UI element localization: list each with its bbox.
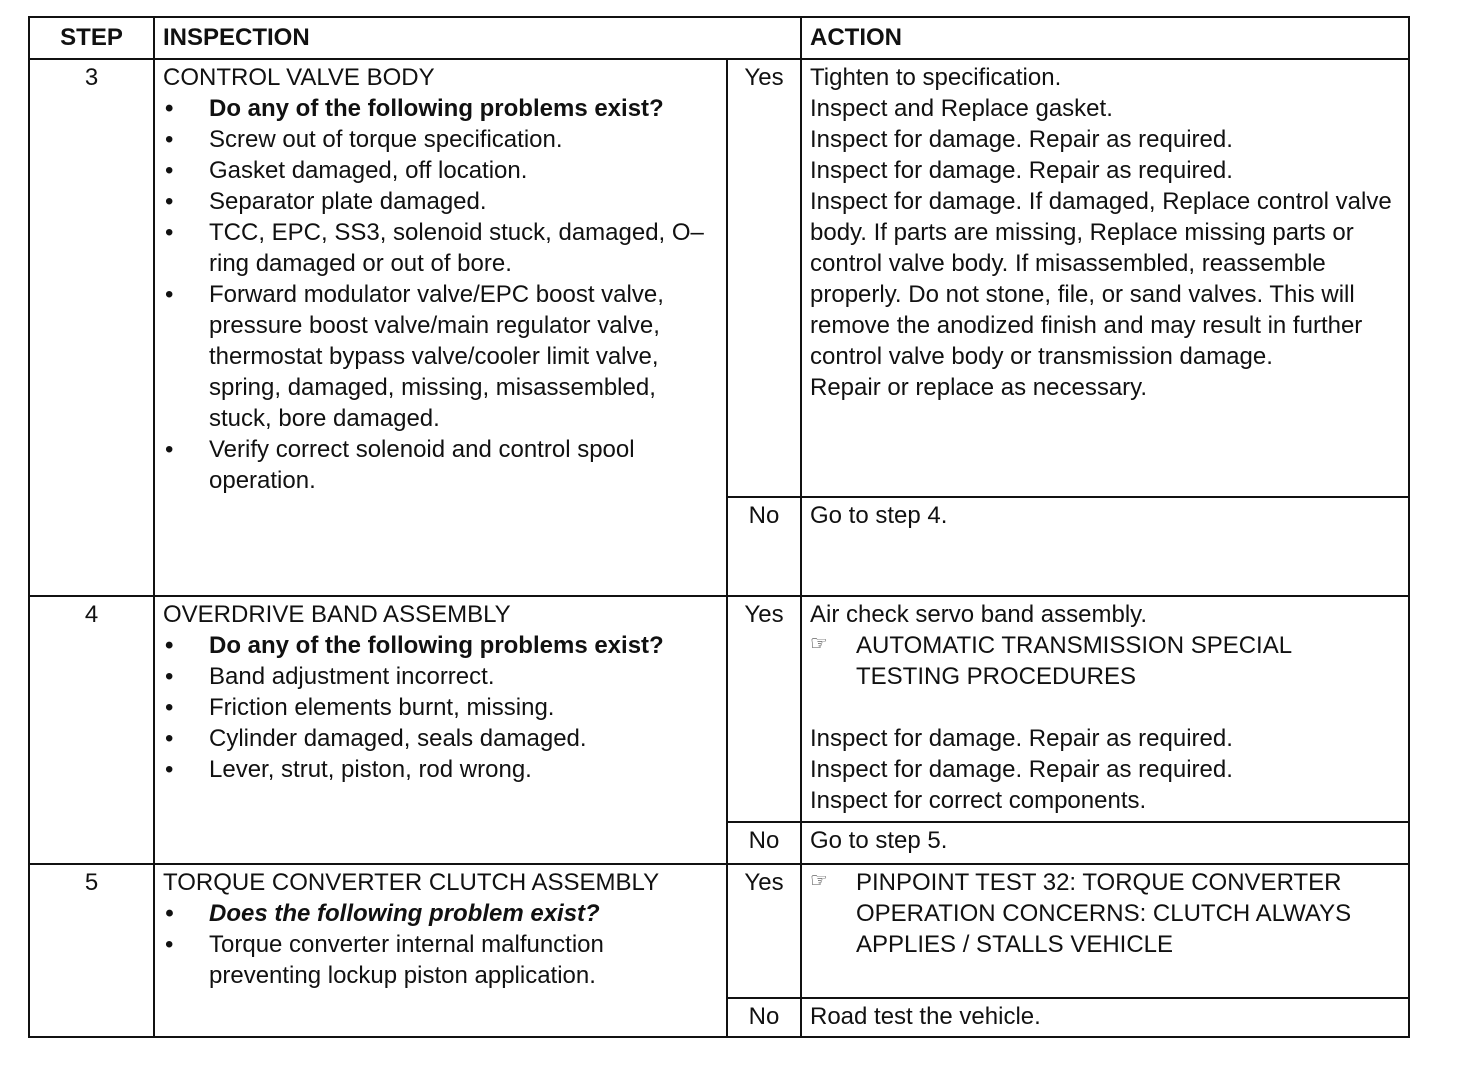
- step-number: 3: [29, 59, 154, 596]
- table-header-row: [29, 17, 1409, 59]
- action-line: Tighten to specification.: [810, 64, 1062, 91]
- yes-label: Yes: [727, 864, 801, 998]
- inspection-cell-step-4: [154, 596, 727, 864]
- yes-label: Yes: [727, 596, 801, 822]
- inspection-title: TORQUE CONVERTER CLUTCH ASSEMBLY: [163, 869, 660, 896]
- yes-label: Yes: [727, 59, 801, 497]
- action-line: Inspect for damage. Repair as required.: [810, 126, 1233, 153]
- inspection-question: • Do any of the following problems exist?: [163, 630, 718, 661]
- blank-line: [810, 692, 1400, 723]
- pointing-hand-icon: ☞: [810, 870, 828, 892]
- no-label: No: [727, 497, 801, 596]
- inspection-item: • TCC, EPC, SS3, solenoid stuck, damaged, O–ring damaged or out of bore.: [163, 217, 718, 279]
- inspection-question: • Does the following problem exist?: [163, 898, 718, 929]
- inspection-item: • Torque converter internal malfunction preventing lockup piston application.: [163, 929, 718, 991]
- table-row-step-5: [29, 864, 1409, 998]
- diagnostic-table: [28, 16, 1410, 1038]
- action-line: Air check servo band assembly.: [810, 601, 1148, 628]
- table-row-step-4: [29, 596, 1409, 822]
- inspection-list: [163, 630, 718, 785]
- inspection-item: • Gasket damaged, off location.: [163, 155, 718, 186]
- inspection-item: • Screw out of torque specification.: [163, 124, 718, 155]
- yes-action-cell-step-4: [801, 596, 1409, 822]
- action-line: Inspect and Replace gasket.: [810, 95, 1113, 122]
- no-action: Go to step 4.: [801, 497, 1409, 596]
- no-action: Go to step 5.: [801, 822, 1409, 864]
- inspection-item: • Lever, strut, piston, rod wrong.: [163, 754, 718, 785]
- reference-line: [810, 630, 1400, 692]
- step-column-header: STEP: [29, 17, 154, 59]
- inspection-cell-step-5: [154, 864, 727, 1037]
- inspection-item: • Separator plate damaged.: [163, 186, 718, 217]
- inspection-cell-step-3: [154, 59, 727, 596]
- action-column-header: ACTION: [801, 17, 1409, 59]
- action-line: Inspect for damage. If damaged, Replace control valve body. If parts are missing, Replace missing parts or control valve body. If misassembled, reassemble properly. Do not stone, file, or sand valves. This will remove the anodized finish and may result in further control valve body or transmission damage.: [810, 188, 1392, 370]
- inspection-title: CONTROL VALVE BODY: [163, 64, 435, 91]
- action-line: Inspect for damage. Repair as required.: [810, 725, 1233, 752]
- action-line: Repair or replace as necessary.: [810, 374, 1148, 401]
- step-number: 5: [29, 864, 154, 1037]
- no-action: Road test the vehicle.: [801, 998, 1409, 1037]
- inspection-column-header: INSPECTION: [154, 17, 801, 59]
- reference-text: PINPOINT TEST 32: TORQUE CONVERTER OPERATION CONCERNS: CLUTCH ALWAYS APPLIES / STALLS VEHICLE: [856, 869, 1352, 958]
- action-line: Inspect for damage. Repair as required.: [810, 157, 1233, 184]
- inspection-item: • Forward modulator valve/EPC boost valve, pressure boost valve/main regulator valve, thermostat bypass valve/cooler limit valve, spring, damaged, missing, misassembled, stuck, bore damaged.: [163, 279, 718, 434]
- inspection-item: • Cylinder damaged, seals damaged.: [163, 723, 718, 754]
- pointing-hand-icon: ☞: [810, 633, 828, 655]
- yes-action-cell-step-3: [801, 59, 1409, 497]
- yes-action-cell-step-5: [801, 864, 1409, 998]
- inspection-item: • Band adjustment incorrect.: [163, 661, 718, 692]
- inspection-list: [163, 898, 718, 991]
- inspection-question: • Do any of the following problems exist?: [163, 93, 718, 124]
- reference-line: [810, 867, 1400, 960]
- inspection-item: • Verify correct solenoid and control spool operation.: [163, 434, 718, 496]
- table-row-step-3: [29, 59, 1409, 497]
- no-label: No: [727, 998, 801, 1037]
- inspection-list: [163, 93, 718, 496]
- action-line: Inspect for correct components.: [810, 787, 1147, 814]
- inspection-title: OVERDRIVE BAND ASSEMBLY: [163, 601, 511, 628]
- reference-text: AUTOMATIC TRANSMISSION SPECIAL TESTING PROCEDURES: [856, 632, 1292, 690]
- step-number: 4: [29, 596, 154, 864]
- action-line: Inspect for damage. Repair as required.: [810, 756, 1233, 783]
- inspection-item: • Friction elements burnt, missing.: [163, 692, 718, 723]
- no-label: No: [727, 822, 801, 864]
